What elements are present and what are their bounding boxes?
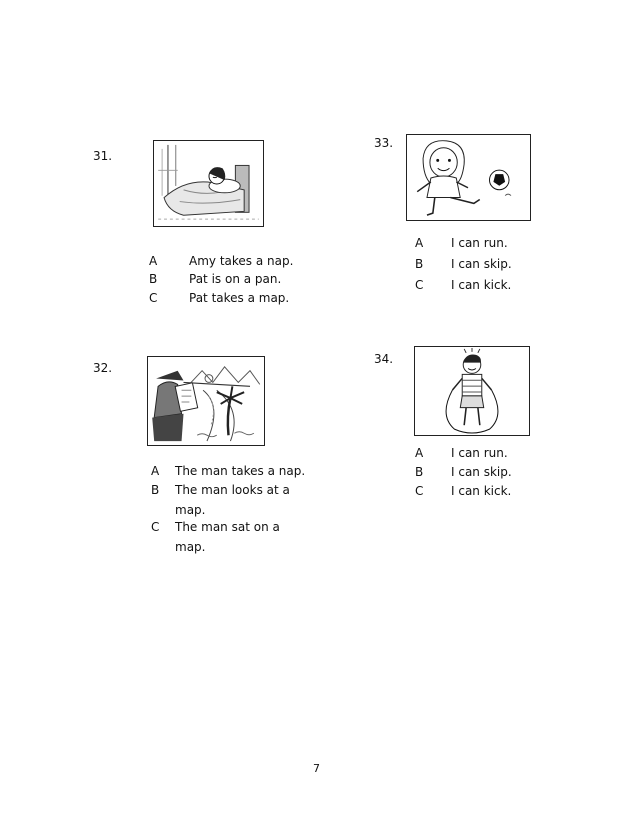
girl-sleeping-in-bed-picture [153,140,264,227]
option-text: Pat takes a map. [189,291,290,305]
question-31-option-a[interactable] [149,254,309,270]
man-reading-map-on-beach-picture [147,356,265,446]
option-letter: A [151,464,160,478]
option-letter: B [151,483,160,497]
question-34-number: 34. [374,352,394,366]
option-letter: C [415,484,424,498]
option-letter: A [415,236,424,250]
option-text-line2: map. [175,540,206,554]
option-letter: A [415,446,424,460]
option-text-line2: map. [175,503,206,517]
option-text: I can run. [451,446,508,460]
option-text: I can kick. [451,484,512,498]
option-letter: B [149,272,158,286]
question-32-number: 32. [93,361,113,375]
skipping-rope-icon [415,347,529,435]
option-text: The man sat on a [175,520,280,534]
question-33-option-a[interactable] [415,236,555,252]
girl-kicking-ball-picture [406,134,531,221]
option-letter: C [151,520,160,534]
option-text: I can run. [451,236,508,250]
page-number: 7 [313,762,320,775]
question-34-option-a[interactable] [415,446,555,462]
question-34-option-b[interactable] [415,465,555,481]
option-text: Pat is on a pan. [189,272,282,286]
option-text: I can skip. [451,257,512,271]
question-31-option-c[interactable] [149,291,309,307]
map-icon [148,357,264,445]
question-31-number: 31. [93,149,113,163]
question-31-option-b[interactable] [149,272,309,288]
option-text: The man looks at a [175,483,290,497]
option-letter: C [415,278,424,292]
option-text: I can kick. [451,278,512,292]
option-text: The man takes a nap. [175,464,306,478]
question-32-option-a[interactable] [151,464,321,480]
question-32-option-c[interactable] [151,520,321,558]
question-34-option-c[interactable] [415,484,555,500]
option-letter: B [415,257,424,271]
question-32-option-b[interactable] [151,483,321,521]
question-33-option-c[interactable] [415,278,555,294]
soccer-ball-icon [407,135,530,220]
bed-icon [154,141,263,226]
boy-skipping-rope-picture [414,346,530,436]
question-33-number: 33. [374,136,394,150]
option-letter: A [149,254,158,268]
option-text: Amy takes a nap. [189,254,294,268]
option-text: I can skip. [451,465,512,479]
option-letter: B [415,465,424,479]
question-33-option-b[interactable] [415,257,555,273]
option-letter: C [149,291,158,305]
